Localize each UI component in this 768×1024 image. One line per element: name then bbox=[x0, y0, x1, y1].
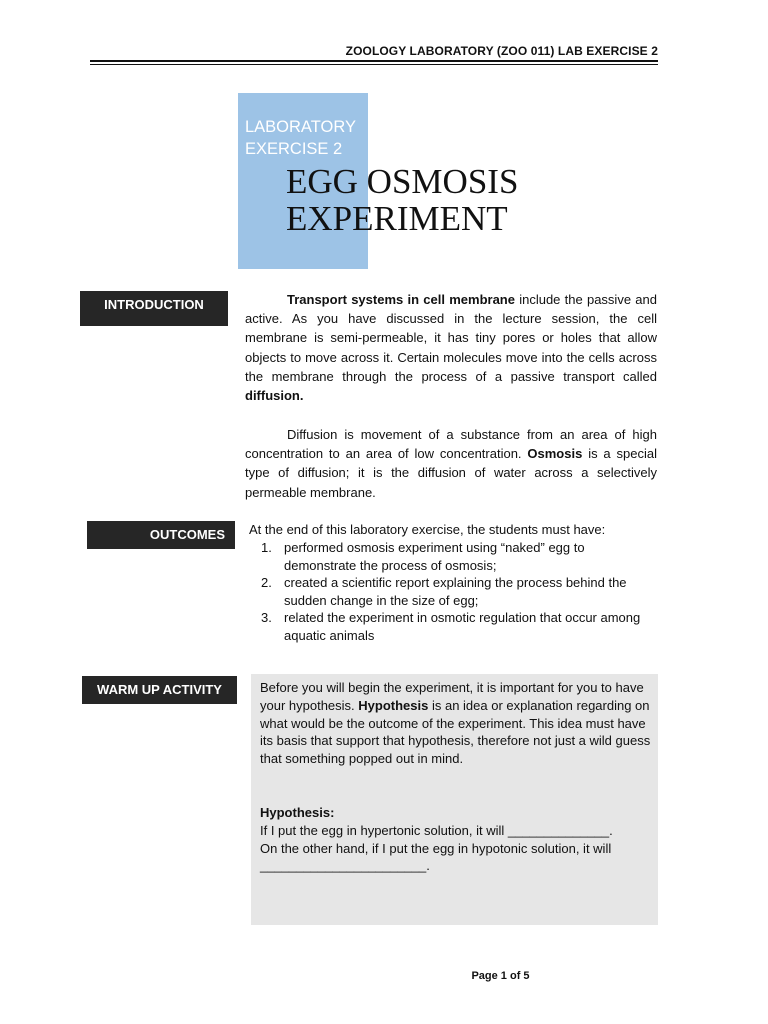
outcome-number: 2. bbox=[261, 575, 272, 590]
osmosis-text: is a special type of diffusion; it is the diffusion of water across a selectively permeable membrane. bbox=[245, 446, 657, 500]
warmup-text-a: Before you will begin the experiment, it is important for you to have your hypothesis. bbox=[260, 680, 644, 713]
section-label-outcomes: OUTCOMES bbox=[87, 521, 235, 549]
hypothesis-line-1: If I put the egg in hypertonic solution, it will ______________. bbox=[260, 822, 613, 838]
page-title-line1: EGG OSMOSIS bbox=[286, 162, 519, 201]
page-title-line2: EXPERIMENT bbox=[286, 199, 508, 238]
hypothesis-block bbox=[260, 804, 652, 875]
intro-text: include the passive and active. As you have discussed in the lecture session, the cell membrane is semi-permeable, it has tiny pores or holes that allow objects to move across it. Certain molecules move into the cells across the membrane through the process of a passive transport called bbox=[245, 292, 657, 384]
section-label-introduction: INTRODUCTION bbox=[80, 291, 228, 326]
outcome-number: 1. bbox=[261, 540, 272, 555]
document-header: ZOOLOGY LABORATORY (ZOO 011) LAB EXERCISE 2 bbox=[345, 44, 658, 58]
osmosis-bold: Osmosis bbox=[527, 446, 583, 462]
warmup-text-b: is an idea or explanation regarding on what would be the outcome of the experiment. This idea must have its basis that support that hypothesis, therefore not just a wild guess that something popped out in mind. bbox=[260, 697, 651, 767]
hypothesis-line-2: On the other hand, if I put the egg in hypotonic solution, it will _______________________. bbox=[260, 840, 612, 874]
header-rule-thin bbox=[90, 64, 658, 65]
warmup-paragraph bbox=[260, 679, 652, 768]
outcome-text: related the experiment in osmotic regulation that occur among aquatic animals bbox=[284, 610, 641, 643]
page-footer bbox=[0, 966, 768, 984]
page-number: Page 1 of 5 bbox=[471, 970, 530, 982]
header-rule-thick bbox=[90, 60, 658, 62]
introduction-paragraph-2 bbox=[245, 425, 657, 502]
intro-bold-diffusion: diffusion. bbox=[245, 388, 304, 404]
section-label-warmup: WARM UP ACTIVITY bbox=[82, 676, 237, 704]
outcomes-lead: At the end of this laboratory exercise, the students must have: bbox=[249, 522, 606, 537]
page-title bbox=[286, 163, 518, 237]
exercise-label-line1: LABORATORY bbox=[245, 118, 356, 136]
hypothesis-heading: Hypothesis: bbox=[260, 805, 335, 820]
outcome-item bbox=[249, 539, 649, 574]
outcome-number: 3. bbox=[261, 610, 272, 625]
exercise-label bbox=[245, 116, 370, 160]
outcome-text: performed osmosis experiment using “naked” egg to demonstrate the process of osmosis; bbox=[284, 540, 585, 573]
outcomes-list bbox=[249, 539, 649, 644]
outcome-text: created a scientific report explaining the process behind the sudden change in the size of egg; bbox=[284, 575, 627, 608]
introduction-paragraph-1 bbox=[245, 290, 657, 405]
outcome-item bbox=[249, 609, 649, 644]
hypothesis-bold: Hypothesis bbox=[358, 697, 429, 713]
outcome-item bbox=[249, 574, 649, 609]
intro-bold-phrase: Transport systems in cell membrane bbox=[287, 292, 515, 307]
diffusion-text: Diffusion is movement of a substance from an area of high concentration to an area of low concentration. bbox=[245, 427, 657, 462]
exercise-label-line2: EXERCISE 2 bbox=[245, 140, 343, 158]
